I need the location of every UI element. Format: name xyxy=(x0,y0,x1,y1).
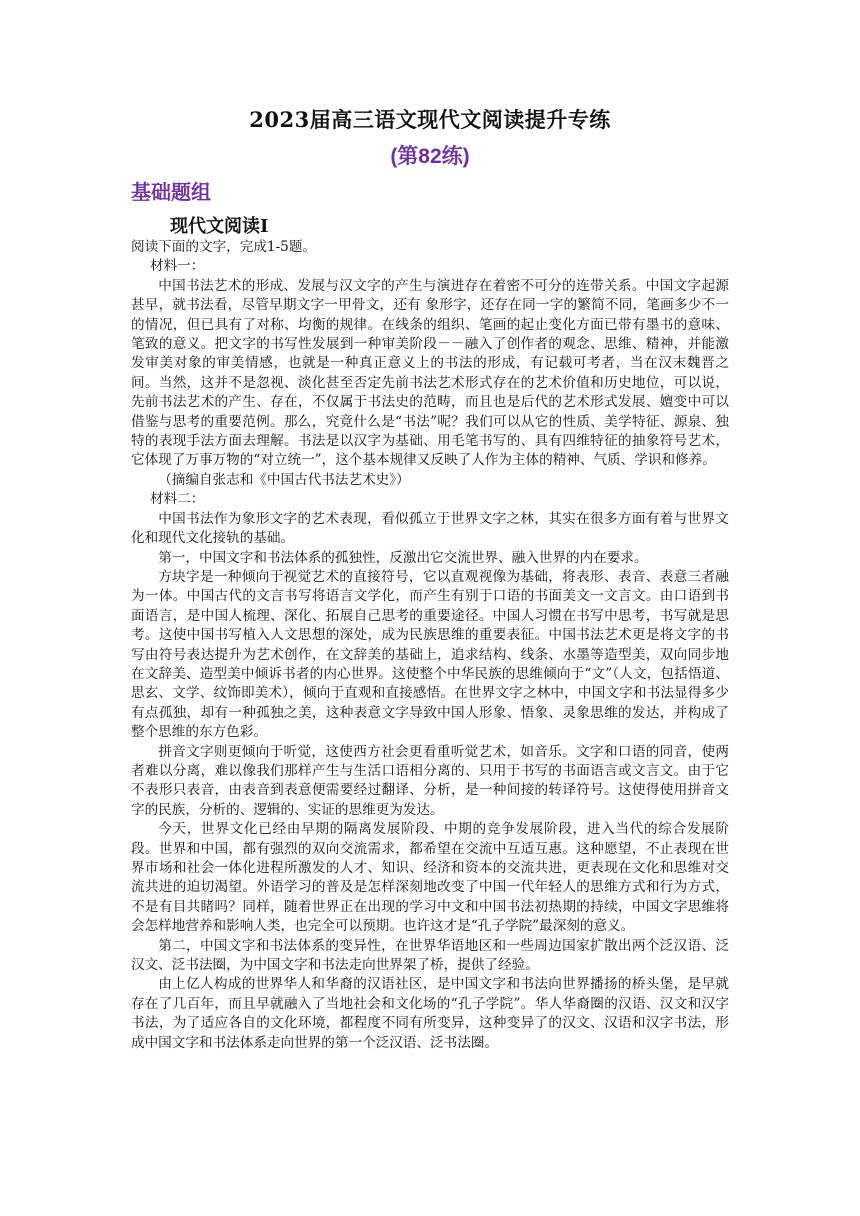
paragraph: 由上亿人构成的世界华人和华裔的汉语社区，是中国文字和书法向世界播扬的桥头堡，是早就存在了几百年，而且早就融入了当地社会和文化场的“孔子学院”。华人华裔圈的汉语、汉文和汉字书法，为了适应各自的文化环境，都程度不同有所变异，这种变异了的汉文、汉语和汉字书法，形成中国文字和书法体系走向世界的第一个泛汉语、泛书法圈。 xyxy=(131,976,729,1051)
paragraph: 第一，中国文字和书法体系的孤独性，反激出它交流世界、融入世界的内在要求。 xyxy=(158,549,648,566)
section-heading: 基础题组 xyxy=(131,182,211,204)
source-citation: （摘编自张志和《中国古代书法艺术史》） xyxy=(158,471,410,488)
article-body xyxy=(131,238,729,1053)
instruction-text: 阅读下面的文字，完成1-5题。 xyxy=(131,239,317,255)
paragraph: 中国书法艺术的形成、发展与汉文字的产生与演进存在着密不可分的连带关系。中国文字起源甚早，就书法看，尽管早期文字一甲骨文，还有 象形字，还存在同一字的繁简不同，笔画多少不一的情况，但已具有了对称、均衡的规律。在线条的组织、笔画的起止变化方面已带有墨书的意味、笔致的意义。把文字的书写性发展到一种审美阶段－－融入了创作者的观念、思维、精神，并能激发审美对象的审美情感，也就是一种真正意义上的书法的形成，有记载可考者，当在汉末魏晋之间。当然，这并不是忽视、淡化甚至否定先前书法艺术形式存在的艺术价值和历史地位，可以说，先前书法艺术的产生、存在，不仅属于书法史的范畴，而且也是后代的艺术形式发展、嬗变中可以借鉴与思考的重要范例。那么，究竟什么是“书法”呢？我们可以从它的性质、美学特征、源泉、独特的表现手法方面去理解。书法是以汉字为基础、用毛笔书写的、具有四维特征的抽象符号艺术，它体现了万事万物的“对立统一”，这个基本规律又反映了人作为主体的精神、气质、学识和修养。 xyxy=(131,277,729,469)
paragraph: 今天，世界文化已经由早期的隔离发展阶段、中期的竞争发展阶段，进入当代的综合发展阶段。世界和中国，都有强烈的双向交流需求，都希望在交流中互适互惠。这种愿望，不止表现在世界市场和社会一体化进程所激发的人才、知识、经济和资本的交流共进，更表现在文化和思维对交流共进的迫切渴望。外语学习的普及是怎样深刻地改变了中国一代年轻人的思维方式和行为方式，不是有目共睹吗？同样，随着世界正在出现的学习中文和中国书法初热期的持续，中国文字思维将会怎样地营养和影响人类，也完全可以预期。也许这才是“孔子学院”最深刻的意义。 xyxy=(131,821,729,935)
paragraph: 方块字是一种倾向于视觉艺术的直接符号，它以直观视像为基础，将表形、表音、表意三者融为一体。中国古代的文言书写将语言文学化，而产生有别于口语的书面美文一文言文。由口语到书面语言，是中国人梳理、深化、拓展自己思考的重要途径。中国人习惯在书写中思考，书写就是思考。这使中国书写植入人文思想的深处，成为民族思维的重要表征。中国书法艺术更是将文字的书写由符号表达提升为艺术创作，在文辞美的基础上，追求结构、线条、水墨等造型美，双向同步地在文辞美、造型美中倾诉书者的内心世界。这使整个中华民族的思维倾向于“文”（人文，包括悟道、思玄、文学、纹饰即美术），倾向于直观和直接感悟。在世界文字之林中，中国文字和书法显得多少有点孤独，却有一种孤独之美，这种表意文字导致中国人形象、悟象、灵象思维的发达，并构成了整个思维的东方色彩。 xyxy=(131,568,729,741)
document-subtitle: (第82练) xyxy=(390,145,470,168)
paragraph: 中国书法作为象形文字的艺术表现，看似孤立于世界文字之林，其实在很多方面有着与世界文化和现代文化接轨的基础。 xyxy=(131,510,729,547)
material-label: 材料一： xyxy=(150,258,205,275)
material-label: 材料二： xyxy=(150,491,205,508)
paragraph: 拼音文字则更倾向于听觉，这使西方社会更看重听觉艺术，如音乐。文字和口语的同音，使两者难以分离，难以像我们那样产生与生活口语相分离的、只用于书写的书面语言或文言文。由于它不表形只表音，由表音到表意便需要经过翻译、分析，是一种间接的转译符号。这使得使用拼音文字的民族，分析的、逻辑的、实证的思维更为发达。 xyxy=(131,743,729,818)
paragraph: 第二，中国文字和书法体系的变异性，在世界华语地区和一些周边国家扩散出两个泛汉语、泛汉文、泛书法圈，为中国文字和书法走向世界架了桥，提供了经验。 xyxy=(131,937,729,974)
subsection-heading: 现代文阅读Ⅰ xyxy=(170,216,269,237)
document-title: 2023届高三语文现代文阅读提升专练 xyxy=(249,107,611,132)
